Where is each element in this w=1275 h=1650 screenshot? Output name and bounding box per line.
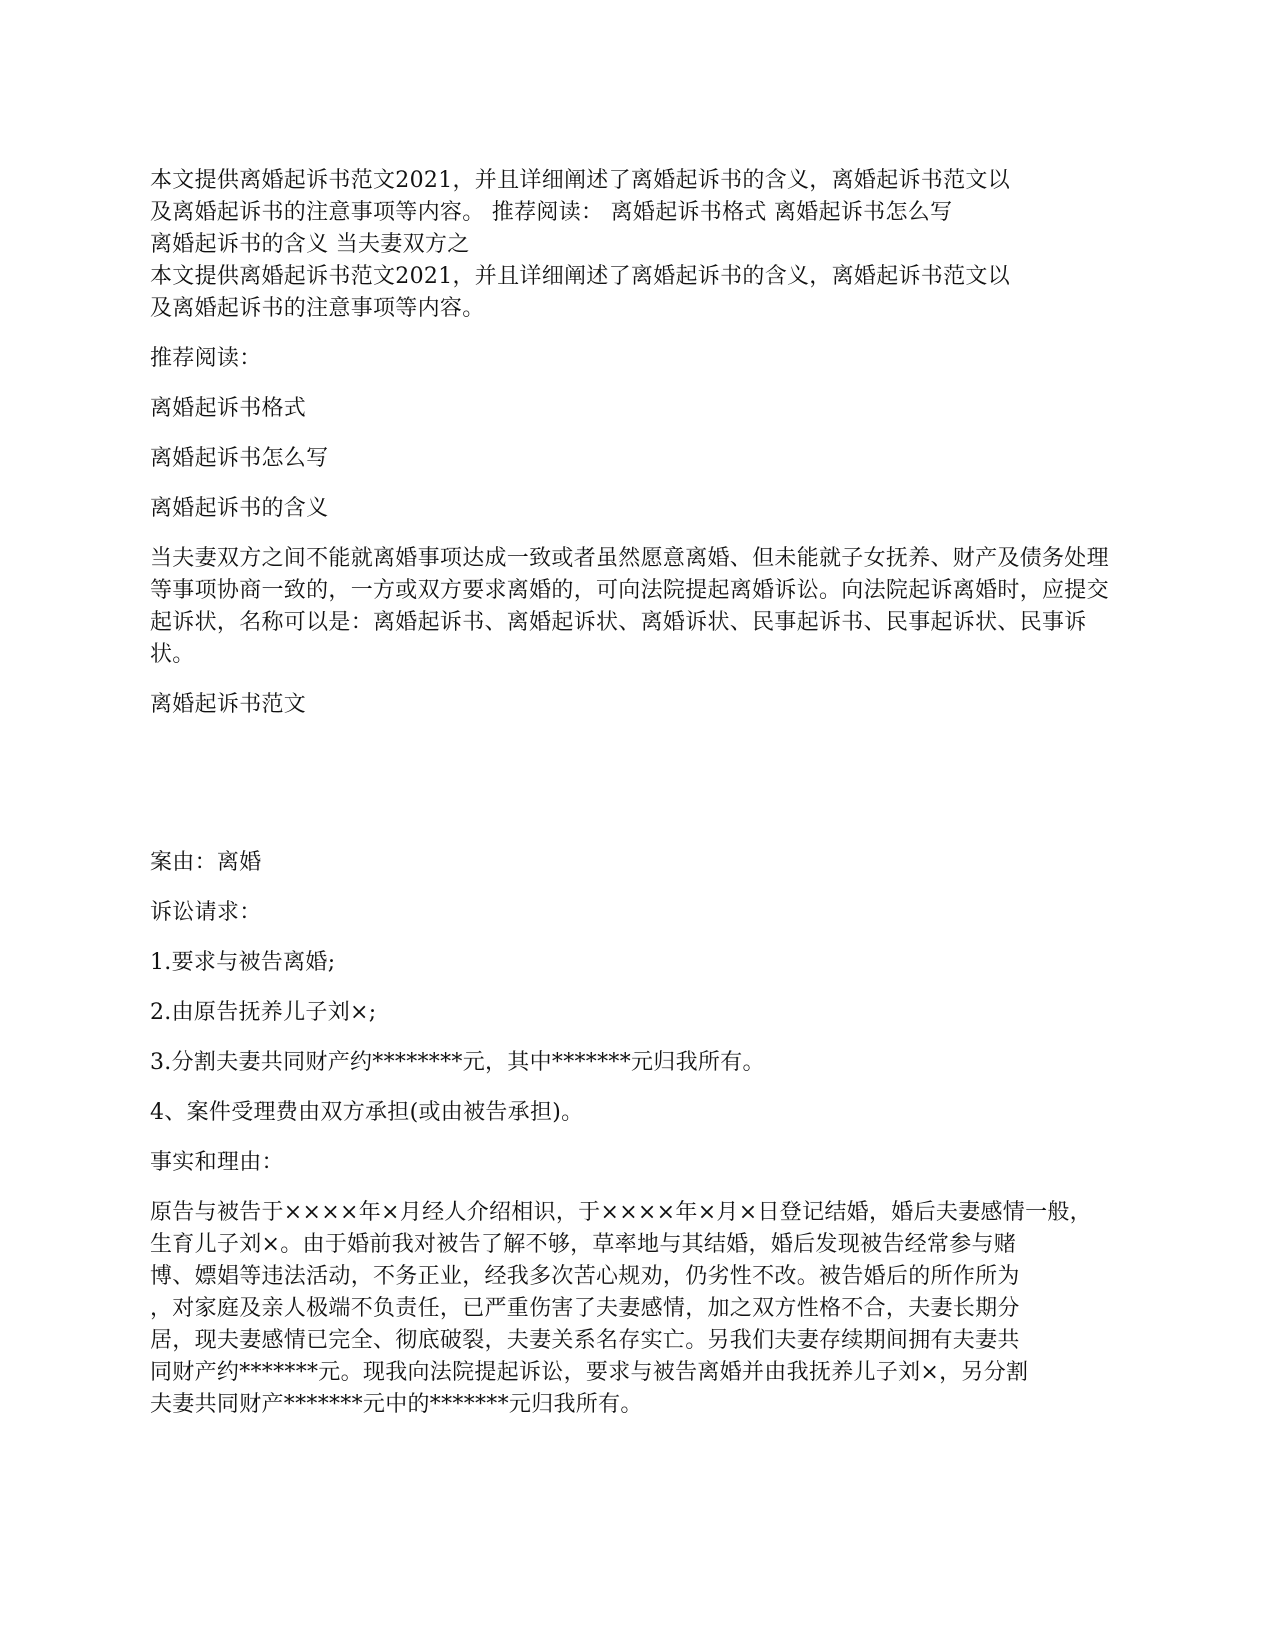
case-cause: 案由：离婚 — [150, 850, 262, 875]
summary-line: 离婚起诉书的含义 当夫妻双方之 — [150, 232, 470, 257]
meaning-paragraph: 当夫妻双方之间不能就离婚事项达成一致或者虽然愿意离婚、但未能就子女抚养、财产及债务处理等事项协商一致的，一方或双方要求离婚的，可向法院提起离婚诉讼。向法院起诉离婚时，应提交起诉状，名称可以是：离婚起诉书、离婚起诉状、离婚诉状、民事起诉书、民事起诉状、民事诉状。 — [150, 546, 1109, 667]
facts-label: 事实和理由： — [150, 1150, 284, 1175]
summary-line: 本文提供离婚起诉书范文2021，并且详细阐述了离婚起诉书的含义，离婚起诉书范文以 — [150, 168, 1010, 193]
claim-item: 2.由原告抚养儿子刘×; — [150, 1000, 377, 1025]
intro-line: 本文提供离婚起诉书范文2021，并且详细阐述了离婚起诉书的含义，离婚起诉书范文以 — [150, 264, 1010, 289]
link-format[interactable]: 离婚起诉书格式 — [150, 396, 307, 421]
claim-item: 4、案件受理费由双方承担(或由被告承担)。 — [150, 1100, 584, 1125]
facts-line: ，对家庭及亲人极端不负责任，已严重伤害了夫妻感情，加之双方性格不合，夫妻长期分 — [150, 1296, 1020, 1321]
document-page — [150, 165, 1125, 1421]
facts-line: 博、嫖娼等违法活动，不务正业，经我多次苦心规劝，仍劣性不改。被告婚后的所作所为 — [150, 1264, 1020, 1289]
intro-line: 及离婚起诉书的注意事项等内容。 — [150, 296, 485, 321]
blank-space — [150, 721, 1125, 829]
intro-paragraph — [150, 261, 1125, 325]
claims-label: 诉讼请求： — [150, 900, 262, 925]
facts-line: 同财产约*******元。现我向法院提起诉讼，要求与被告离婚并由我抚养儿子刘×，另分割 — [150, 1360, 1029, 1385]
facts-line: 原告与被告于××××年×月经人介绍相识，于××××年×月×日登记结婚，婚后夫妻感情一般， — [150, 1200, 1092, 1225]
claim-item: 3.分割夫妻共同财产约********元，其中*******元归我所有。 — [150, 1050, 765, 1075]
summary-line: 及离婚起诉书的注意事项等内容。 推荐阅读： 离婚起诉书格式 离婚起诉书怎么写 — [150, 200, 953, 225]
facts-line: 生育儿子刘×。由于婚前我对被告了解不够，草率地与其结婚，婚后发现被告经常参与赌 — [150, 1232, 1017, 1257]
link-howto[interactable]: 离婚起诉书怎么写 — [150, 446, 329, 471]
facts-line: 夫妻共同财产*******元中的*******元归我所有。 — [150, 1392, 643, 1417]
heading-meaning: 离婚起诉书的含义 — [150, 496, 329, 521]
recommend-label: 推荐阅读： — [150, 346, 262, 371]
facts-paragraph — [150, 1197, 1125, 1421]
summary-block — [150, 165, 1125, 261]
heading-sample: 离婚起诉书范文 — [150, 692, 307, 717]
claim-item: 1.要求与被告离婚; — [150, 950, 336, 975]
facts-line: 居，现夫妻感情已完全、彻底破裂，夫妻关系名存实亡。另我们夫妻存续期间拥有夫妻共 — [150, 1328, 1020, 1353]
